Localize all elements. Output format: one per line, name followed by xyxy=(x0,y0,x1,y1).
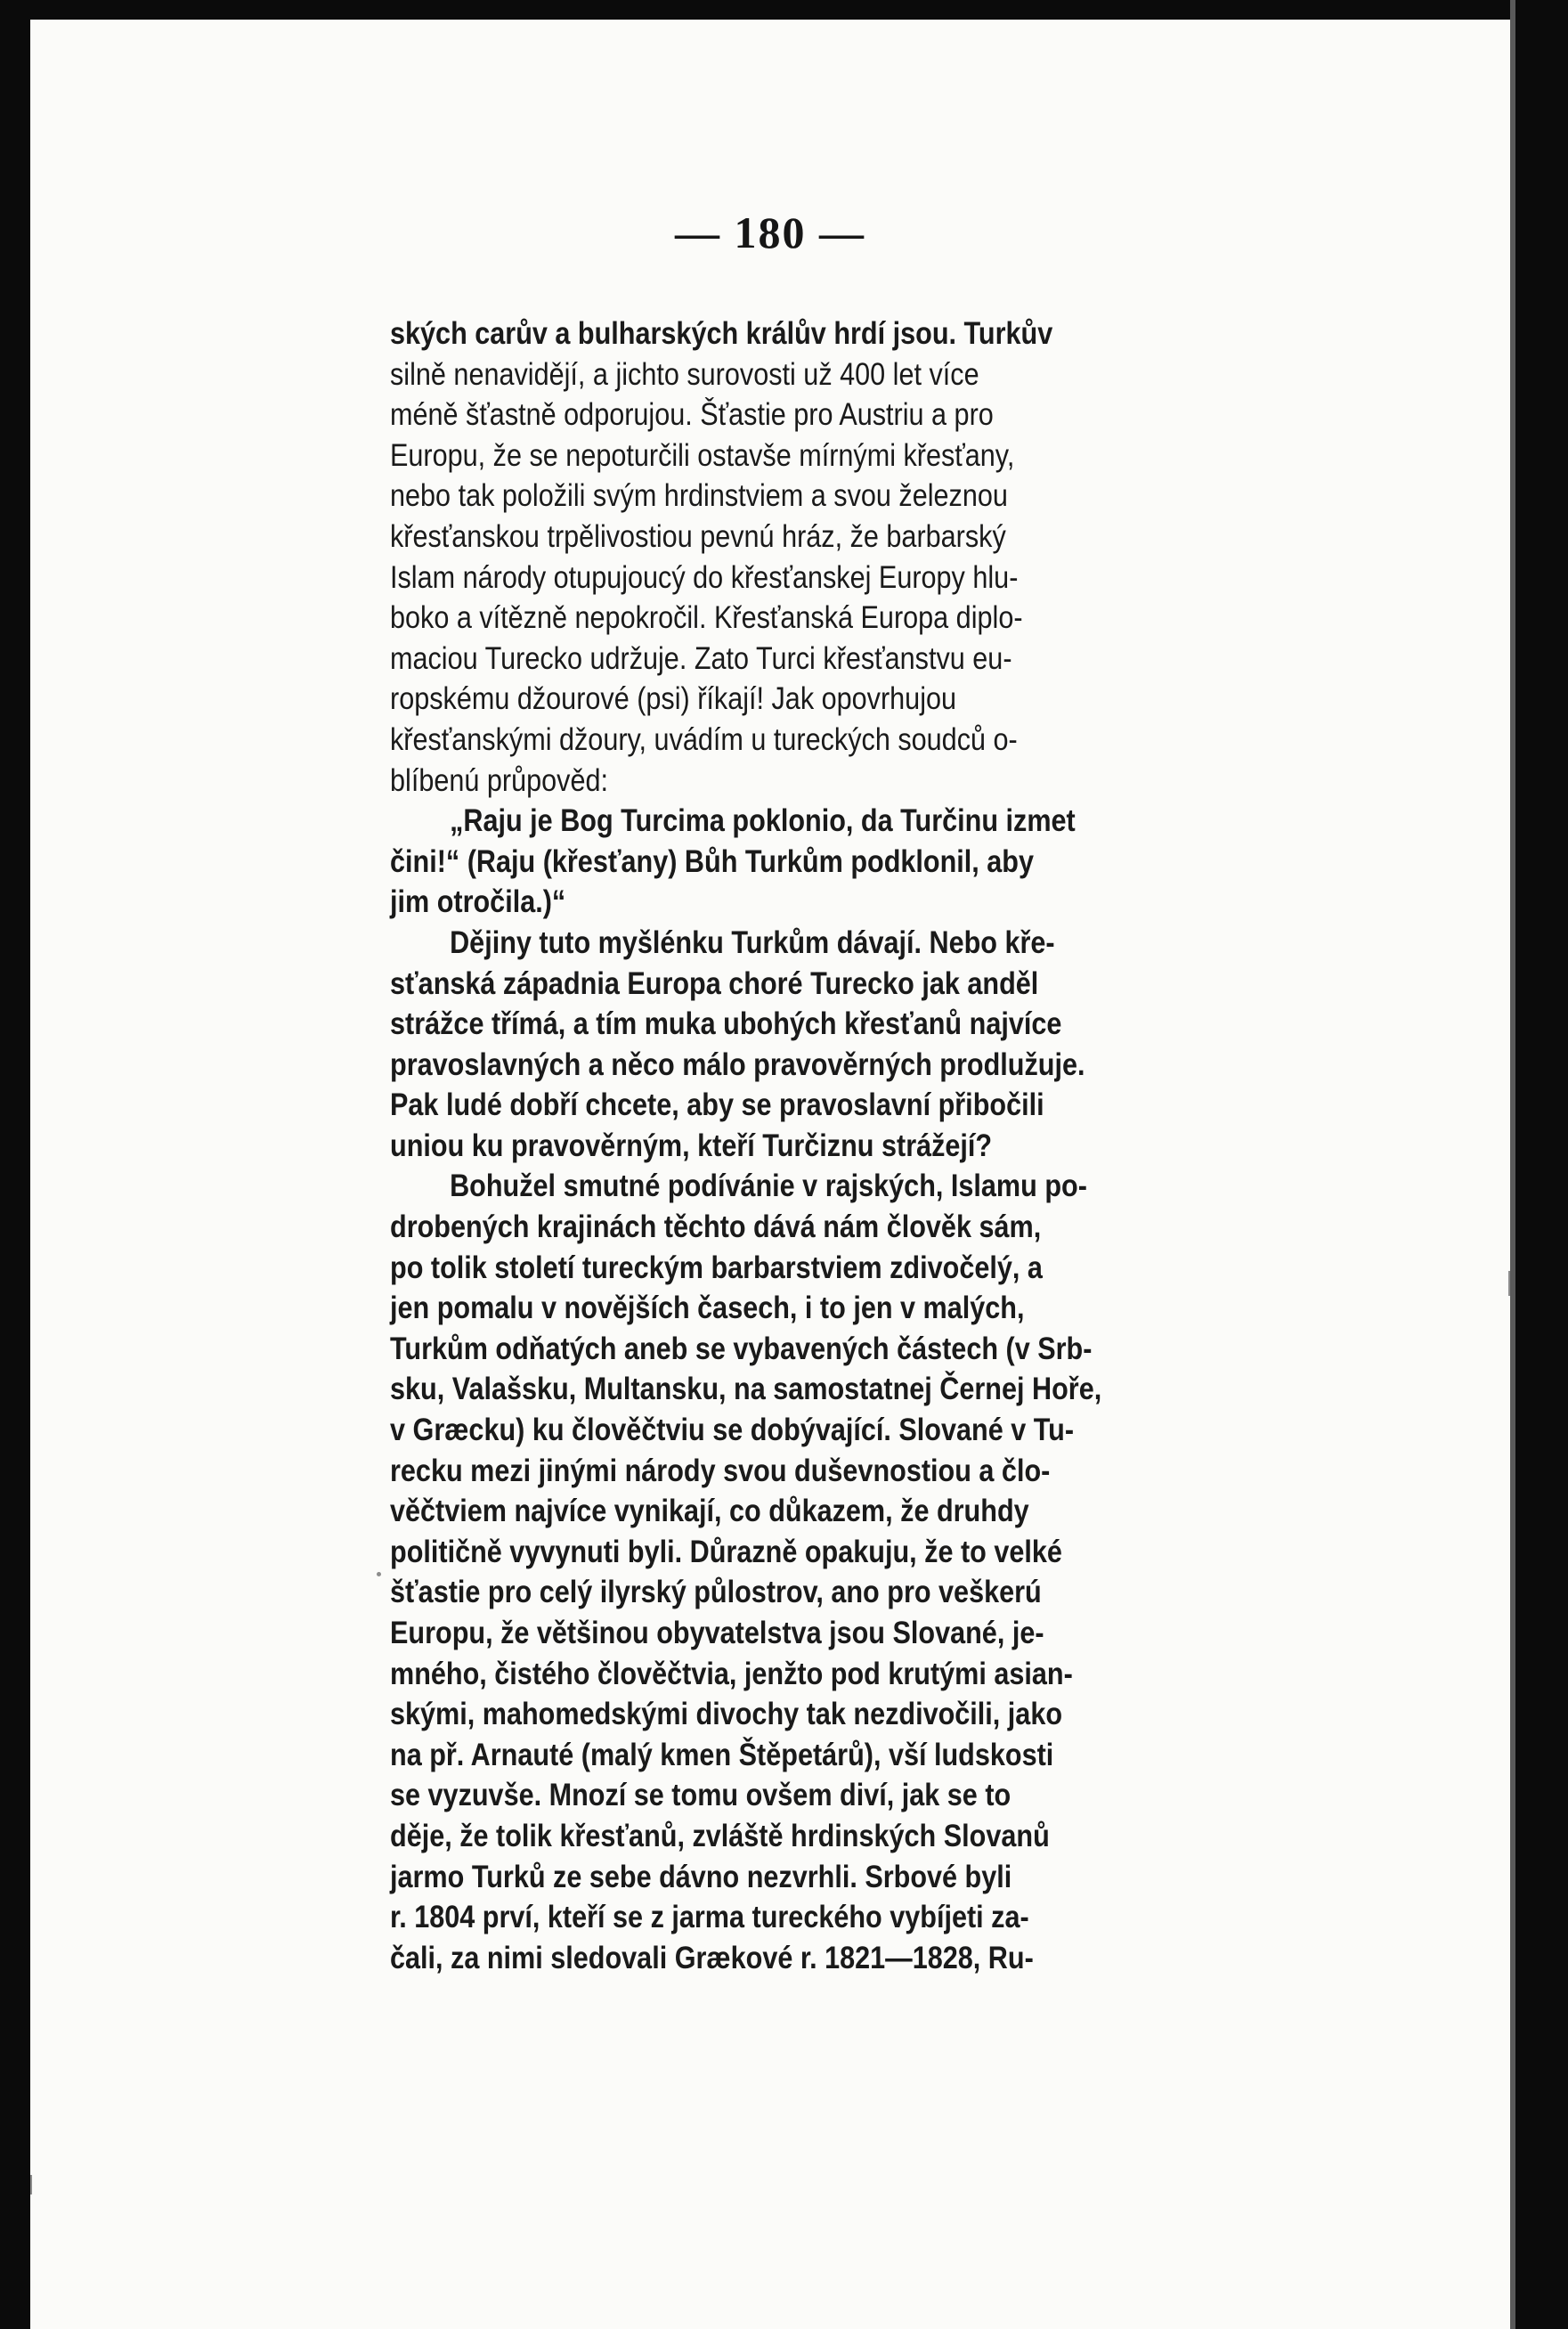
text-line: Bohužel smutné podívánie v rajských, Islamu po- xyxy=(450,1168,1087,1204)
text-line: silně nenavidějí, a jichto surovosti už 400 let více xyxy=(390,355,979,392)
text-line: Europu, že většinou obyvatelstva jsou Slované, je- xyxy=(390,1615,1044,1650)
text-line: Pak ludé dobří chcete, aby se pravoslavní přibočili xyxy=(390,1087,1044,1123)
text-line: věčtviem najvíce vynikají, co důkazem, že druhdy xyxy=(390,1493,1029,1529)
text-line: mného, čistého člověčtvia, jenžto pod krutými asian- xyxy=(390,1655,1073,1691)
text-line: pravoslavných a něco málo pravověrných prodlužuje. xyxy=(390,1046,1085,1082)
text-line: maciou Turecko udržuje. Zato Turci křesťanstvu eu- xyxy=(390,639,1012,676)
scan-speck xyxy=(1508,1271,1510,1296)
text-line: křesťanskými džoury, uvádím u tureckých soudců o- xyxy=(390,721,1018,757)
text-line: křesťanskou trpělivostiou pevnú hráz, že barbarský xyxy=(390,517,1006,554)
text-line: sťanská západnia Europa choré Turecko jak anděl xyxy=(390,965,1039,1001)
text-line: „Raju je Bog Turcima poklonio, da Turčinu izmet xyxy=(450,802,1076,839)
text-line: strážce třímá, a tím muka ubohých křesťanů najvíce xyxy=(390,1006,1062,1042)
text-line: se vyzuvše. Mnozí se tomu ovšem diví, jak se to xyxy=(390,1777,1011,1813)
text-line: boko a vítězně nepokročil. Křesťanská Europa diplo- xyxy=(390,599,1023,636)
text-line: r. 1804 prví, kteří se z jarma tureckého vybíjeti za- xyxy=(390,1899,1029,1935)
text-line: jen pomalu v novějších časech, i to jen v malých, xyxy=(390,1290,1025,1326)
body-text xyxy=(390,314,1171,1978)
text-line: Europu, že se nepoturčili ostavše mírnými křesťany, xyxy=(390,436,1015,473)
text-line: po tolik století tureckým barbarstviem zdivočelý, a xyxy=(390,1249,1043,1285)
text-line: nebo tak položili svým hrdinstviem a svou železnou xyxy=(390,477,1008,514)
text-line: blíbenú průpověd: xyxy=(390,761,608,798)
text-line: uniou ku pravověrným, kteří Turčiznu strážejí? xyxy=(390,1127,993,1163)
scan-border-right xyxy=(1515,0,1568,2329)
text-line: političně vyvynuti byli. Důrazně opakuju, že to velké xyxy=(390,1533,1062,1569)
text-line: méně šťastně odporujou. Šťastie pro Austriu a pro xyxy=(390,396,994,433)
text-line: čini!“ (Raju (křesťany) Bůh Turkům podklonil, aby xyxy=(390,843,1035,879)
text-line: ských carův a bulharských králův hrdí jsou. Turkův xyxy=(390,315,1053,351)
text-line: na př. Arnauté (malý kmen Štěpetárů), vší ludskosti xyxy=(390,1736,1054,1772)
text-line: šťastie pro celý ilyrský půlostrov, ano pro veškerú xyxy=(390,1574,1042,1610)
text-line: drobených krajinách těchto dává nám člověk sám, xyxy=(390,1209,1042,1245)
text-line: jarmo Turků ze sebe dávno nezvrhli. Srbové byli xyxy=(390,1858,1012,1894)
scan-speck xyxy=(30,2175,32,2195)
text-line: čali, za nimi sledovali Grækové r. 1821—1828, Ru- xyxy=(390,1939,1034,1975)
text-line: recku mezi jinými národy svou duševnostiou a člo- xyxy=(390,1452,1051,1488)
text-line: jim otročila.)“ xyxy=(390,884,566,920)
text-line: Turkům odňatých aneb se vybavených částech (v Srb- xyxy=(390,1330,1093,1366)
book-page xyxy=(30,20,1510,2329)
text-line: ropskému džourové (psi) říkají! Jak opovrhujou xyxy=(390,680,957,717)
scan-speck xyxy=(377,1572,381,1576)
page-number: — 180 — xyxy=(675,208,865,257)
text-line: sku, Valašsku, Multansku, na samostatnej Černej Hoře, xyxy=(390,1371,1102,1407)
scan-border-left xyxy=(0,0,30,2329)
scan-border-top xyxy=(0,0,1568,20)
text-line: Dějiny tuto myšlénku Turkům dávají. Nebo kře- xyxy=(450,924,1055,960)
text-line: děje, že tolik křesťanů, zvláště hrdinských Slovanů xyxy=(390,1817,1050,1853)
text-line: v Græcku) ku člověčtviu se dobývající. Slované v Tu- xyxy=(390,1412,1075,1448)
text-line: skými, mahomedskými divochy tak nezdivočili, jako xyxy=(390,1696,1063,1732)
text-line: Islam národy otupujoucý do křesťanskej Europy hlu- xyxy=(390,558,1019,595)
